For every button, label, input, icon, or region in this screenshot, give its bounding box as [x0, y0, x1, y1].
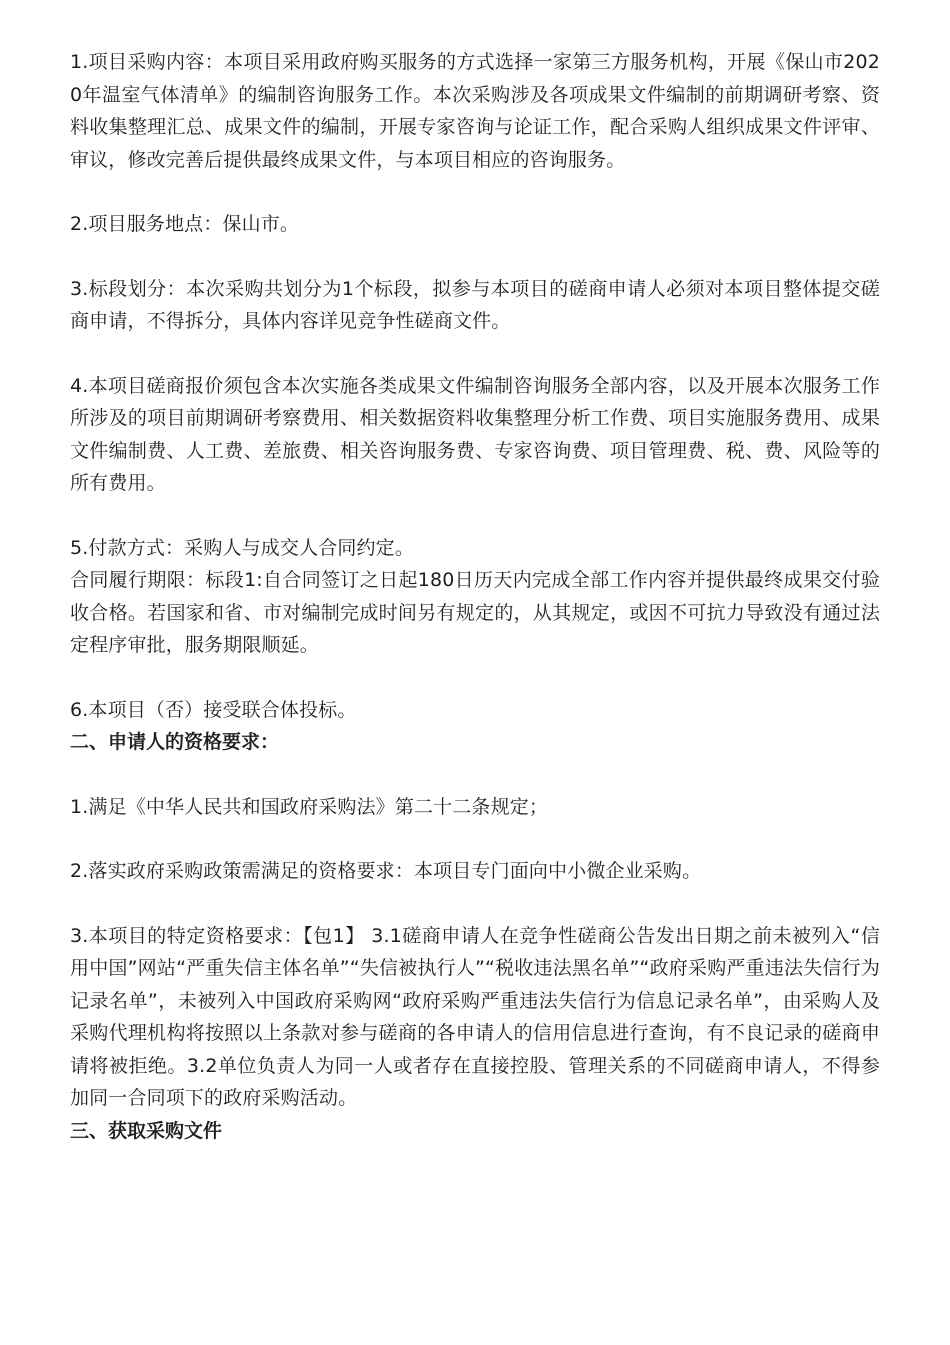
paragraph-payment-method: 5.付款方式：采购人与成交人合同约定。	[70, 536, 414, 559]
paragraph-procurement-content: 1.项目采购内容：本项目采用政府购买服务的方式选择一家第三方服务机构，开展《保山市2020年温室气体清单》的编制咨询服务工作。本次采购涉及各项成果文件编制的前期调研考察、资料收集整理汇总、成果文件的编制，开展专家咨询与论证工作，配合采购人组织成果文件评审、审议，修改完善后提供最终成果文件，与本项目相应的咨询服务。	[70, 51, 880, 171]
paragraph-lot-division: 3.标段划分：本次采购共划分为1个标段，拟参与本项目的磋商申请人必须对本项目整体提交磋商申请，不得拆分，具体内容详见竞争性磋商文件。	[70, 277, 880, 332]
paragraph-consortium: 6.本项目（否）接受联合体投标。	[70, 698, 357, 721]
paragraph-service-location: 2.项目服务地点：保山市。	[70, 213, 300, 235]
section-heading-qualifications: 二、申请人的资格要求：	[70, 731, 280, 753]
section-heading-obtain-documents: 三、获取采购文件	[70, 1119, 223, 1142]
paragraph-contract-period: 合同履行期限：标段1:自合同签订之日起180日历天内完成全部工作内容并提供最终成果交付验收合格。若国家和省、市对编制完成时间另有规定的，从其规定，或因不可抗力导致没有通过法定程序审批，服务期限顺延。	[70, 569, 880, 656]
paragraph-qualification-1: 1.满足《中华人民共和国政府采购法》第二十二条规定；	[70, 795, 549, 818]
paragraph-qualification-2: 2.落实政府采购政策需满足的资格要求：本项目专门面向中小微企业采购。	[70, 860, 702, 882]
paragraph-qualification-3: 3.本项目的特定资格要求：【包1】 3.1磋商申请人在竞争性磋商公告发出日期之前未被列入“信用中国”网站“严重失信主体名单”“失信被执行人”“税收违法黑名单”“政府采购严重违法失信行为记录名单”，未被列入中国政府采购网“政府采购严重违法失信行为信息记录名单”，由采购人及采购代理机构将按照以上条款对参与磋商的各申请人的信用信息进行查询，有不良记录的磋商申请将被拒绝。3.2单位负责人为同一人或者存在直接控股、管理关系的不同磋商申请人，不得参加同一合同项下的政府采购活动。	[70, 924, 880, 1109]
paragraph-quotation-scope: 4.本项目磋商报价须包含本次实施各类成果文件编制咨询服务全部内容，以及开展本次服务工作所涉及的项目前期调研考察费用、相关数据资料收集整理分析工作费、项目实施服务费用、成果文件编制费、人工费、差旅费、相关咨询服务费、专家咨询费、项目管理费、税、费、风险等的所有费用。	[70, 374, 880, 494]
